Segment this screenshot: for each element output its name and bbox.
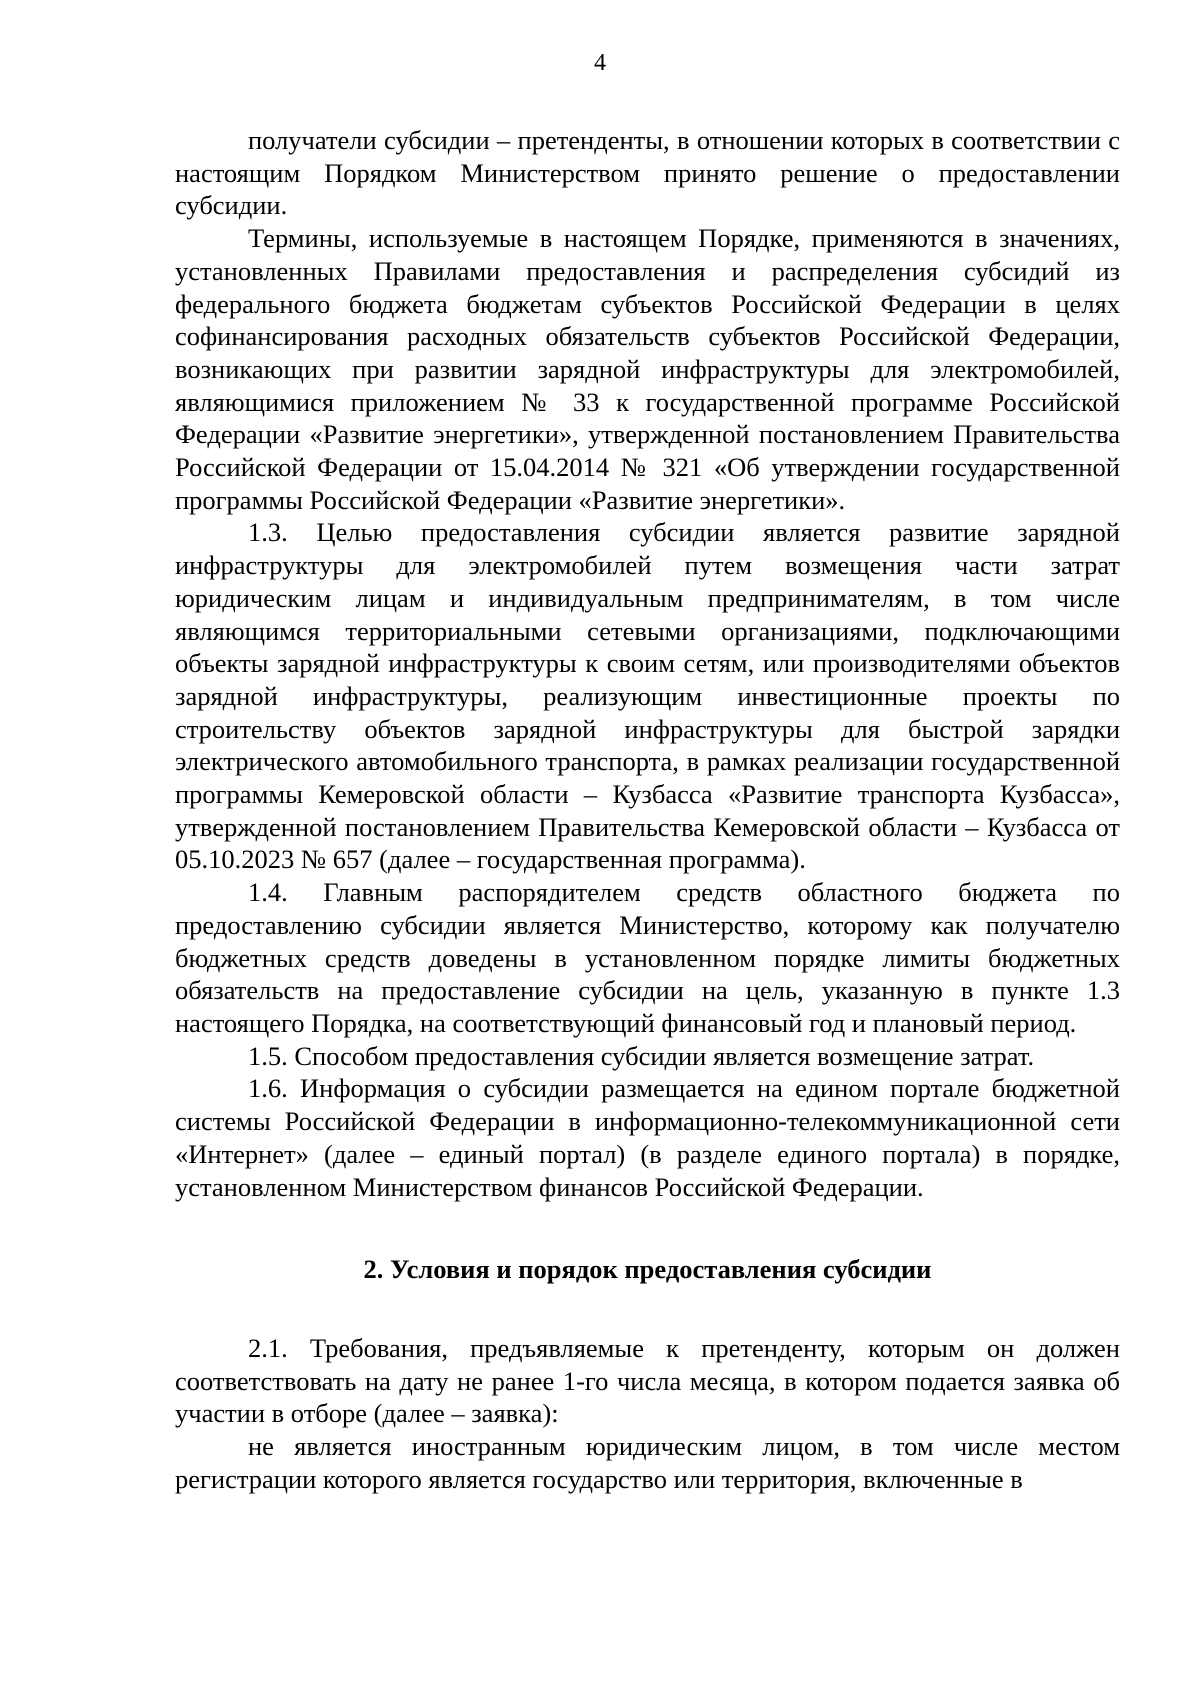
paragraph-1-5: 1.5. Способом предоставления субсидии является возмещение затрат. [248,1040,1035,1071]
document-body [175,124,1120,1495]
section-heading: 2. Условия и порядок предоставления субсидии [363,1254,932,1285]
paragraph-1-4: 1.4. Главным распорядителем средств областного бюджета по предоставлению субсидии является Министерство, которому как получателю бюджетных средств доведены в установленном порядке лимиты бюджетных обязательств на предоставление субсидии на цель, указанную в пункте 1.3 настоящего Порядка, на соответствующий финансовый год и плановый период. [175,877,1120,1038]
page-number: 4 [594,50,606,76]
paragraph-1-6: 1.6. Информация о субсидии размещается на едином портале бюджетной системы Российской Федерации в информационно-телекоммуникационной сети «Интернет» (далее – единый портал) (в разделе единого портала) в порядке, установленном Министерством финансов Российской Федерации. [175,1073,1120,1202]
paragraph-1-3: 1.3. Целью предоставления субсидии является развитие зарядной инфраструктуры для электромобилей путем возмещения части затрат юридическим лицам и индивидуальным предпринимателям, в том числе являющимся территориальными сетевыми организациями, подключающими объекты зарядной инфраструктуры к своим сетям, или производителями объектов зарядной инфраструктуры, реализующим инвестиционные проекты по строительству объектов зарядной инфраструктуры для быстрой зарядки электрического автомобильного транспорта, в рамках реализации государственной программы Кемеровской области – Кузбасса «Развитие транспорта Кузбасса», утвержденной постановлением Правительства Кемеровской области – Кузбасса от 05.10.2023 № 657 (далее – государственная программа). [175,517,1120,875]
paragraph-requirement-foreign-entity: не является иностранным юридическим лицом, в том числе местом регистрации которого является государство или территория, включенные в [175,1431,1120,1494]
paragraph-2-1: 2.1. Требования, предъявляемые к претенденту, которым он должен соответствовать на дату не ранее 1-го числа месяца, в котором подается заявка об участии в отборе (далее – заявка): [175,1332,1120,1429]
paragraph-terms: Термины, используемые в настоящем Порядке, применяются в значениях, установленных Правилами предоставления и распределения субсидий из федерального бюджета бюджетам субъектов Российской Федерации в целях софинансирования расходных обязательств субъектов Российской Федерации, возникающих при развитии зарядной инфраструктуры для электромобилей, являющимися приложением № 33 к государственной программе Российской Федерации «Развитие энергетики», утвержденной постановлением Правительства Российской Федерации от 15.04.2014 № 321 «Об утверждении государственной программы Российской Федерации «Развитие энергетики». [175,223,1120,515]
paragraph-recipients-definition: получатели субсидии – претенденты, в отношении которых в соответствии с настоящим Порядком Министерством принято решение о предоставлении субсидии. [175,125,1120,221]
